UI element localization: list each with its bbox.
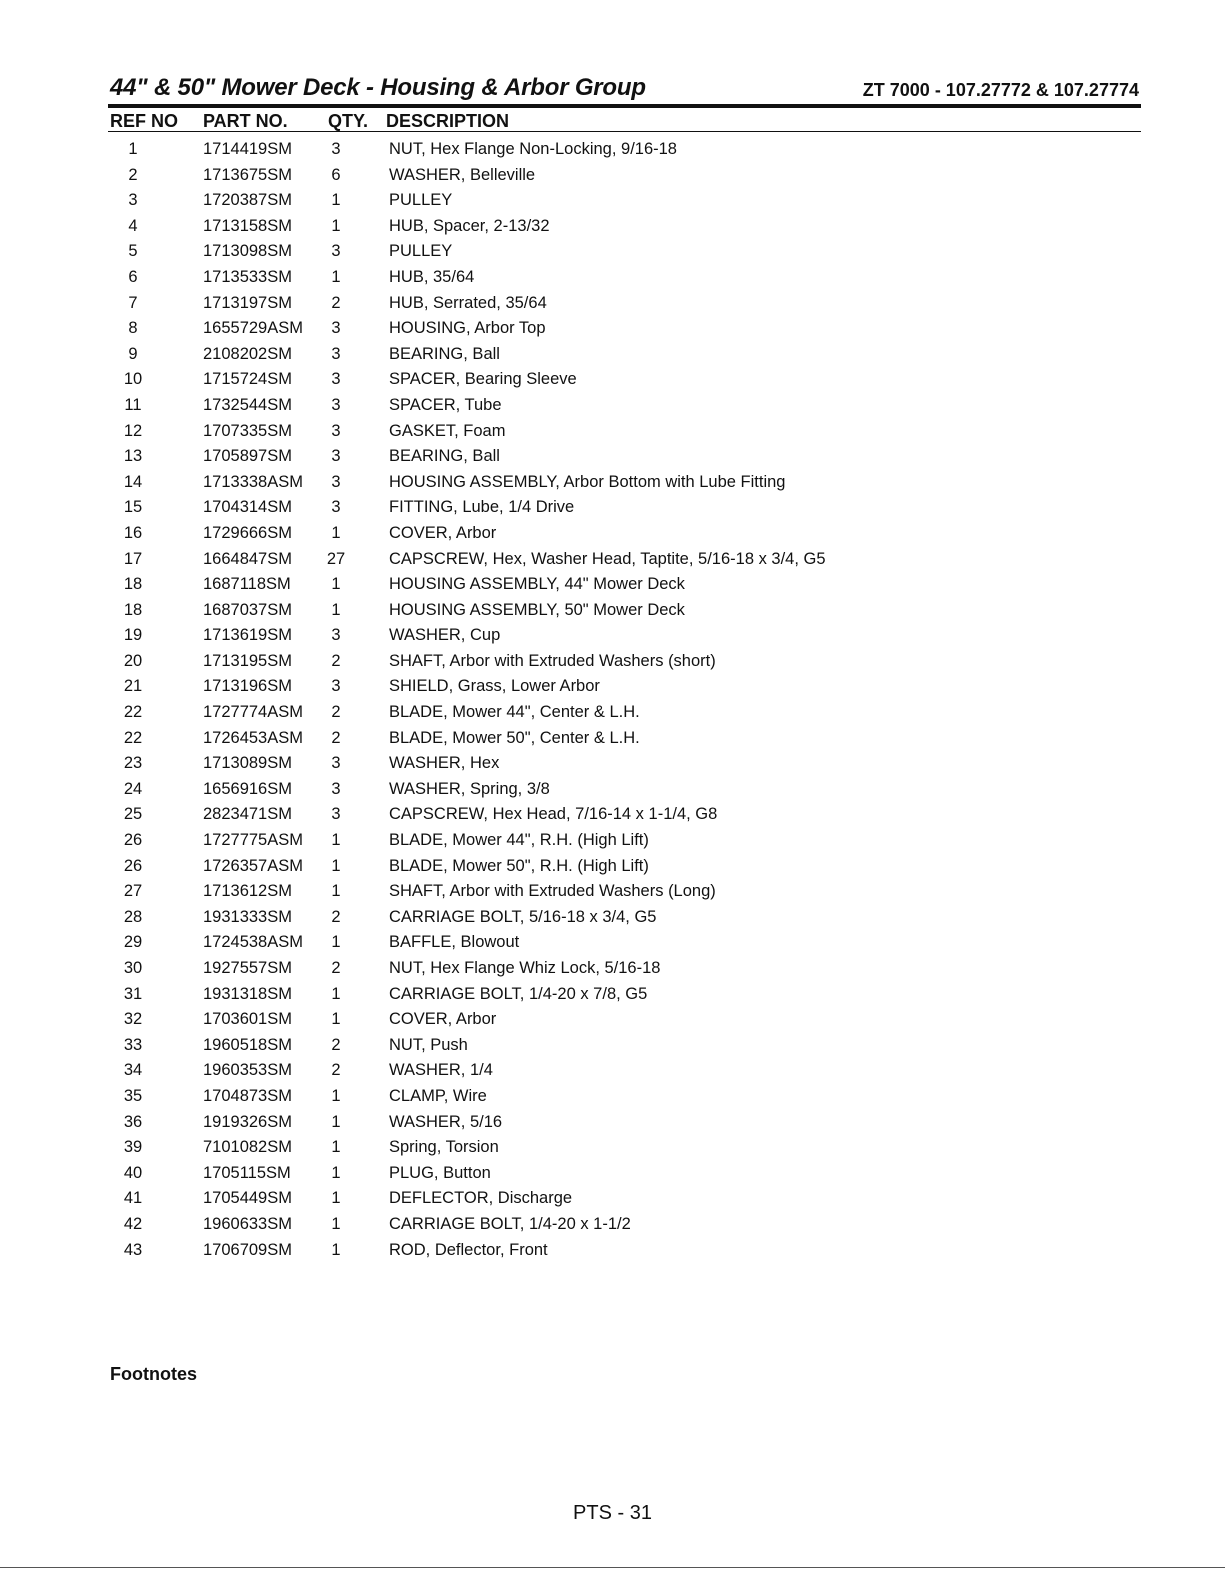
ref-no-cell: 4 [128, 216, 138, 235]
qty-cell: 1 [331, 1240, 341, 1259]
table-row [108, 778, 1141, 804]
qty-cell: 3 [331, 447, 341, 466]
description-cell: HOUSING ASSEMBLY, Arbor Bottom with Lube Fitting [389, 472, 786, 491]
description-cell: FITTING, Lube, 1/4 Drive [389, 498, 575, 517]
table-row [108, 445, 1141, 471]
qty-cell: 3 [331, 319, 341, 338]
ref-no-cell: 31 [123, 984, 143, 1003]
part-no-cell: 1705115SM [203, 1163, 291, 1182]
column-header-description: DESCRIPTION [386, 111, 510, 131]
part-no-cell: 1714419SM [203, 140, 292, 158]
ref-no-cell: 34 [123, 1061, 143, 1080]
qty-cell: 1 [331, 600, 341, 619]
part-no-cell: 1656916SM [203, 779, 292, 798]
model-info: ZT 7000 - 107.27772 & 107.27774 [862, 80, 1139, 100]
part-no-cell: 1713612SM [203, 882, 292, 901]
description-cell: NUT, Push [389, 1035, 468, 1054]
table-header [108, 111, 1141, 131]
qty-cell: 1 [331, 882, 341, 901]
description-cell: WASHER, 5/16 [389, 1112, 503, 1131]
bottom-rule [0, 1567, 1225, 1568]
ref-no-cell: 8 [128, 319, 138, 338]
part-no-cell: 1960633SM [203, 1214, 292, 1233]
part-no-cell: 1707335SM [203, 421, 292, 440]
description-cell: PULLEY [389, 242, 453, 261]
part-no-cell: 1705897SM [203, 447, 292, 466]
description-cell: SHAFT, Arbor with Extruded Washers (Long) [389, 882, 716, 901]
part-no-cell: 1706709SM [203, 1240, 292, 1259]
part-no-cell: 1713195SM [203, 651, 292, 670]
table-row [108, 906, 1141, 932]
table-row [108, 189, 1141, 215]
table-row [108, 829, 1141, 855]
description-cell: BEARING, Ball [389, 447, 500, 466]
qty-cell: 2 [331, 959, 341, 977]
part-no-cell: 1713197SM [203, 293, 292, 312]
part-no-cell: 1720387SM [203, 191, 292, 210]
description-cell: BAFFLE, Blowout [389, 933, 520, 952]
qty-cell: 6 [331, 165, 341, 184]
part-no-cell: 1726453ASM [203, 728, 303, 747]
part-no-cell: 1713619SM [203, 626, 292, 645]
description-cell: CARRIAGE BOLT, 5/16-18 x 3/4, G5 [389, 907, 657, 926]
qty-cell: 3 [331, 395, 341, 414]
table-row [108, 343, 1141, 369]
table-row [108, 164, 1141, 190]
description-cell: HUB, Serrated, 35/64 [389, 293, 547, 312]
description-cell: HOUSING ASSEMBLY, 44" Mower Deck [389, 575, 685, 594]
description-cell: CAPSCREW, Hex Head, 7/16-14 x 1-1/4, G8 [389, 805, 718, 824]
qty-cell: 1 [331, 831, 341, 850]
table-header-rule [108, 131, 1141, 132]
ref-no-cell: 22 [123, 728, 143, 747]
part-no-cell: 1713098SM [203, 242, 292, 261]
table-row [108, 240, 1141, 266]
ref-no-cell: 35 [123, 1086, 143, 1105]
description-cell: COVER, Arbor [389, 523, 497, 542]
table-row [108, 522, 1141, 548]
description-cell: CARRIAGE BOLT, 1/4-20 x 7/8, G5 [389, 984, 648, 1003]
part-no-cell: 1732544SM [203, 395, 292, 414]
table-row [108, 548, 1141, 574]
ref-no-cell: 26 [123, 856, 143, 875]
description-cell: HUB, 35/64 [389, 267, 475, 286]
part-no-cell: 1664847SM [203, 549, 292, 568]
qty-cell: 1 [331, 984, 341, 1003]
qty-cell: 1 [331, 1138, 341, 1157]
description-cell: WASHER, 1/4 [389, 1061, 493, 1080]
ref-no-cell: 10 [123, 370, 143, 389]
ref-no-cell: 30 [123, 959, 143, 977]
description-cell: WASHER, Spring, 3/8 [389, 779, 550, 798]
qty-cell: 3 [331, 140, 341, 158]
header-rule [108, 104, 1141, 108]
ref-no-cell: 18 [123, 600, 143, 619]
part-no-cell: 1713196SM [203, 677, 292, 696]
qty-cell: 3 [331, 242, 341, 261]
table-row [108, 1034, 1141, 1060]
description-cell: CARRIAGE BOLT, 1/4-20 x 1-1/2 [389, 1214, 631, 1233]
qty-cell: 3 [331, 370, 341, 389]
ref-no-cell: 17 [123, 549, 143, 568]
description-cell: HUB, Spacer, 2-13/32 [389, 216, 550, 235]
description-cell: PULLEY [389, 191, 453, 210]
qty-cell: 1 [331, 856, 341, 875]
qty-cell: 3 [331, 779, 341, 798]
qty-cell: 2 [331, 1061, 341, 1080]
description-cell: WASHER, Hex [389, 754, 500, 773]
table-row [108, 803, 1141, 829]
ref-no-cell: 42 [123, 1214, 143, 1233]
table-row [108, 650, 1141, 676]
part-no-cell: 1705449SM [203, 1189, 292, 1208]
qty-cell: 1 [331, 216, 341, 235]
page-title: 44" & 50" Mower Deck - Housing & Arbor Group [110, 74, 646, 101]
description-cell: WASHER, Cup [389, 626, 501, 645]
part-no-cell: 1931318SM [203, 984, 292, 1003]
part-no-cell: 1729666SM [203, 523, 292, 542]
ref-no-cell: 1 [128, 140, 138, 158]
description-cell: DEFLECTOR, Discharge [389, 1189, 573, 1208]
ref-no-cell: 28 [123, 907, 143, 926]
ref-no-cell: 9 [128, 344, 138, 363]
table-row [108, 1162, 1141, 1188]
ref-no-cell: 32 [123, 1010, 143, 1029]
ref-no-cell: 22 [123, 703, 143, 722]
qty-cell: 3 [331, 677, 341, 696]
qty-cell: 1 [331, 1010, 341, 1029]
ref-no-cell: 6 [128, 267, 138, 286]
table-row [108, 983, 1141, 1009]
parts-list [108, 138, 1141, 1264]
ref-no-cell: 24 [123, 779, 143, 798]
part-no-cell: 1931333SM [203, 907, 292, 926]
page-number: PTS - 31 [573, 1502, 652, 1524]
table-row [108, 1008, 1141, 1034]
table-row [108, 1213, 1141, 1239]
ref-no-cell: 18 [123, 575, 143, 594]
footnotes-heading: Footnotes [110, 1364, 197, 1384]
qty-cell: 2 [331, 1035, 341, 1054]
qty-cell: 3 [331, 421, 341, 440]
description-cell: CAPSCREW, Hex, Washer Head, Taptite, 5/16-18 x 3/4, G5 [389, 549, 826, 568]
ref-no-cell: 11 [124, 395, 142, 414]
ref-no-cell: 25 [123, 805, 143, 824]
table-row [108, 624, 1141, 650]
part-no-cell: 1960518SM [203, 1035, 292, 1054]
qty-cell: 2 [331, 728, 341, 747]
table-row [108, 496, 1141, 522]
description-cell: SHAFT, Arbor with Extruded Washers (short) [389, 651, 716, 670]
ref-no-cell: 12 [123, 421, 143, 440]
ref-no-cell: 23 [123, 754, 143, 773]
table-row [108, 1136, 1141, 1162]
qty-cell: 3 [331, 754, 341, 773]
description-cell: SHIELD, Grass, Lower Arbor [389, 677, 600, 696]
part-no-cell: 1960353SM [203, 1061, 292, 1080]
ref-no-cell: 7 [128, 293, 138, 312]
table-row [108, 471, 1141, 497]
ref-no-cell: 40 [123, 1163, 143, 1182]
ref-no-cell: 16 [123, 523, 143, 542]
description-cell: WASHER, Belleville [389, 165, 536, 184]
column-header-qty: QTY. [328, 111, 369, 131]
ref-no-cell: 21 [123, 677, 143, 696]
part-no-cell: 1713675SM [203, 165, 292, 184]
part-no-cell: 2823471SM [203, 805, 292, 824]
part-no-cell: 1687037SM [203, 600, 292, 619]
description-cell: BLADE, Mower 50", R.H. (High Lift) [389, 856, 649, 875]
qty-cell: 2 [331, 293, 341, 312]
table-row [108, 1111, 1141, 1137]
qty-cell: 2 [331, 907, 341, 926]
part-no-cell: 1727775ASM [203, 831, 303, 850]
table-row [108, 599, 1141, 625]
ref-no-cell: 33 [123, 1035, 143, 1054]
column-header-part-no: PART NO. [203, 111, 288, 131]
ref-no-cell: 36 [123, 1112, 143, 1131]
table-row [108, 855, 1141, 881]
part-no-cell: 1703601SM [203, 1010, 292, 1029]
part-no-cell: 1715724SM [203, 370, 292, 389]
part-no-cell: 1687118SM [203, 575, 291, 594]
table-row [108, 215, 1141, 241]
part-no-cell: 1704314SM [203, 498, 292, 517]
table-row [108, 420, 1141, 446]
description-cell: NUT, Hex Flange Whiz Lock, 5/16-18 [389, 959, 661, 977]
table-row [108, 752, 1141, 778]
part-no-cell: 1726357ASM [203, 856, 303, 875]
qty-cell: 1 [331, 1214, 341, 1233]
table-row [108, 1085, 1141, 1111]
description-cell: BLADE, Mower 44", R.H. (High Lift) [389, 831, 649, 850]
qty-cell: 1 [331, 1086, 341, 1105]
description-cell: HOUSING, Arbor Top [389, 319, 546, 338]
part-no-cell: 1927557SM [203, 959, 292, 977]
qty-cell: 3 [331, 626, 341, 645]
qty-cell: 3 [331, 344, 341, 363]
table-row [108, 1059, 1141, 1085]
part-no-cell: 1713158SM [203, 216, 292, 235]
table-row [108, 880, 1141, 906]
ref-no-cell: 43 [123, 1240, 143, 1259]
description-cell: BEARING, Ball [389, 344, 500, 363]
table-row [108, 701, 1141, 727]
qty-cell: 3 [331, 472, 341, 491]
table-row [108, 727, 1141, 753]
ref-no-cell: 3 [128, 191, 138, 210]
description-cell: COVER, Arbor [389, 1010, 497, 1029]
part-no-cell: 1727774ASM [203, 703, 303, 722]
table-row [108, 394, 1141, 420]
qty-cell: 1 [331, 523, 341, 542]
ref-no-cell: 13 [123, 447, 143, 466]
qty-cell: 27 [326, 549, 346, 568]
description-cell: GASKET, Foam [389, 421, 506, 440]
description-cell: PLUG, Button [389, 1163, 491, 1182]
ref-no-cell: 41 [123, 1189, 143, 1208]
qty-cell: 2 [331, 651, 341, 670]
qty-cell: 3 [331, 805, 341, 824]
part-no-cell: 1704873SM [203, 1086, 292, 1105]
ref-no-cell: 2 [128, 165, 138, 184]
description-cell: BLADE, Mower 44", Center & L.H. [389, 703, 640, 722]
part-no-cell: 1713089SM [203, 754, 292, 773]
qty-cell: 1 [331, 267, 341, 286]
table-row [108, 573, 1141, 599]
table-row [108, 675, 1141, 701]
ref-no-cell: 27 [123, 882, 143, 901]
table-row [108, 931, 1141, 957]
table-row [108, 368, 1141, 394]
ref-no-cell: 26 [123, 831, 143, 850]
ref-no-cell: 15 [123, 498, 143, 517]
part-no-cell: 1713338ASM [203, 472, 303, 491]
description-cell: CLAMP, Wire [389, 1086, 487, 1105]
table-row [108, 317, 1141, 343]
table-row [108, 1239, 1141, 1265]
part-no-cell: 2108202SM [203, 344, 292, 363]
qty-cell: 1 [331, 933, 341, 952]
table-row [108, 138, 1141, 164]
ref-no-cell: 39 [123, 1138, 143, 1157]
description-cell: BLADE, Mower 50", Center & L.H. [389, 728, 640, 747]
table-row [108, 1187, 1141, 1213]
qty-cell: 2 [331, 703, 341, 722]
description-cell: NUT, Hex Flange Non-Locking, 9/16-18 [389, 140, 677, 158]
ref-no-cell: 14 [123, 472, 143, 491]
part-no-cell: 1724538ASM [203, 933, 303, 952]
table-row [108, 292, 1141, 318]
description-cell: SPACER, Tube [389, 395, 502, 414]
ref-no-cell: 29 [123, 933, 143, 952]
ref-no-cell: 19 [123, 626, 143, 645]
part-no-cell: 7101082SM [203, 1138, 292, 1157]
table-row [108, 266, 1141, 292]
description-cell: HOUSING ASSEMBLY, 50" Mower Deck [389, 600, 685, 619]
ref-no-cell: 5 [128, 242, 138, 261]
qty-cell: 1 [331, 191, 341, 210]
description-cell: SPACER, Bearing Sleeve [389, 370, 577, 389]
table-row [108, 957, 1141, 983]
column-header-ref-no: REF NO [110, 111, 179, 131]
qty-cell: 1 [331, 1112, 341, 1131]
description-cell: ROD, Deflector, Front [389, 1240, 548, 1259]
qty-cell: 1 [331, 1189, 341, 1208]
part-no-cell: 1919326SM [203, 1112, 292, 1131]
description-cell: Spring, Torsion [389, 1138, 499, 1157]
part-no-cell: 1655729ASM [203, 319, 303, 338]
ref-no-cell: 20 [123, 651, 143, 670]
qty-cell: 1 [331, 575, 341, 594]
part-no-cell: 1713533SM [203, 267, 292, 286]
qty-cell: 3 [331, 498, 341, 517]
qty-cell: 1 [331, 1163, 341, 1182]
